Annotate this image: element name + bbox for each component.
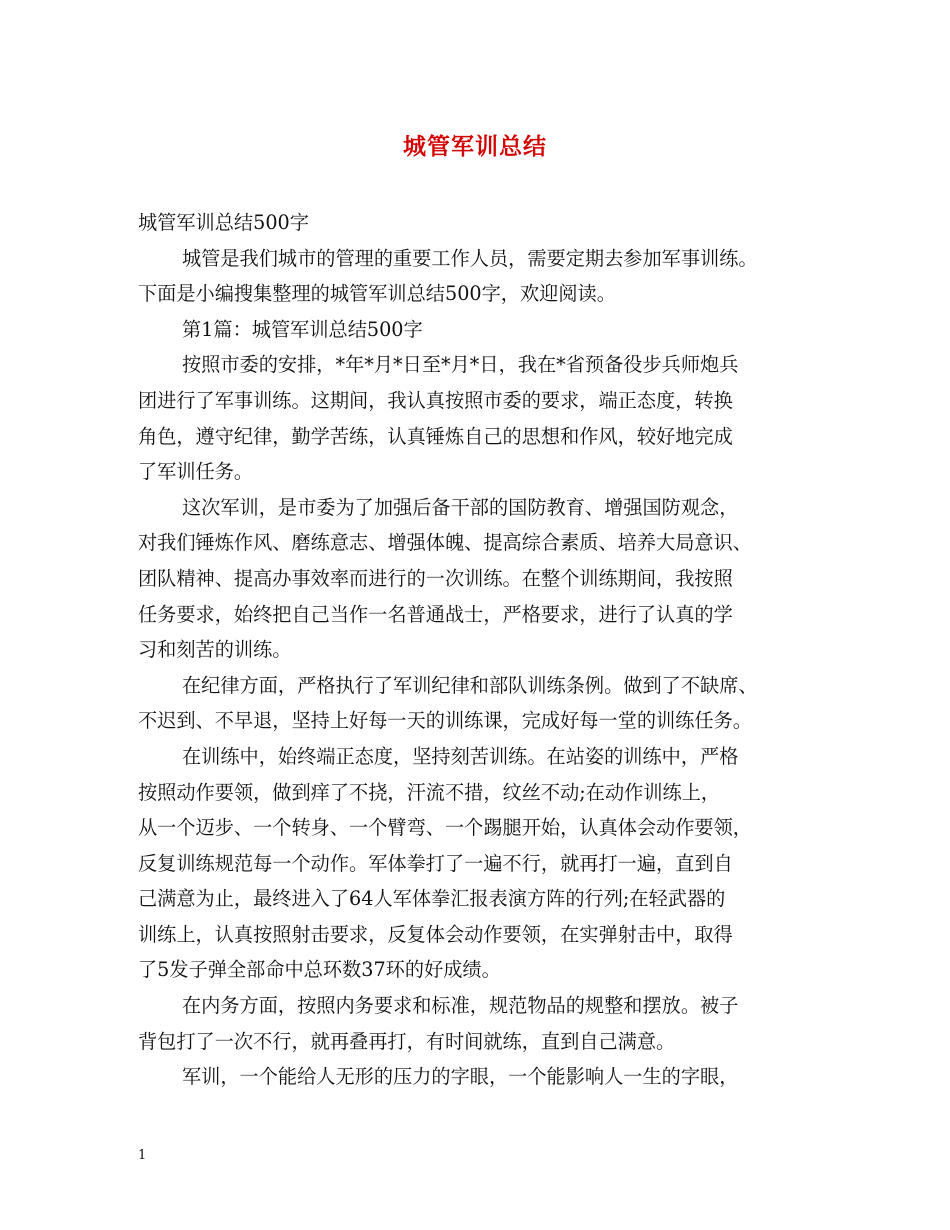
text-line: 下面是小编搜集整理的城管军训总结500字，欢迎阅读。 xyxy=(138,282,616,306)
text-line: 按照市委的安排，*年*月*日至*月*日，我在*省预备役步兵师炮兵 xyxy=(182,353,739,377)
document-title: 城管军训总结 xyxy=(403,133,547,160)
text-line: 城管军训总结500字 xyxy=(138,211,309,234)
text-line: 从一个迈步、一个转身、一个臂弯、一个踢腿开始，认真体会动作要领， xyxy=(138,816,752,840)
page-number: 1 xyxy=(138,1148,147,1163)
text-line: 任务要求，始终把自己当作一名普通战士，严格要求，进行了认真的学 xyxy=(138,602,733,626)
text-line: 了军训任务。 xyxy=(138,460,254,484)
text-line: 训练上，认真按照射击要求，反复体会动作要领，在实弹射击中，取得 xyxy=(138,922,733,946)
text-line: 按照动作要领，做到痒了不挠，汗流不措，纹丝不动;在动作训练上， xyxy=(138,780,721,804)
text-line: 在内务方面，按照内务要求和标准，规范物品的规整和摆放。被子 xyxy=(182,994,739,1018)
text-line: 团队精神、提高办事效率而进行的一次训练。在整个训练期间，我按照 xyxy=(138,566,733,590)
text-line: 团进行了军事训练。这期间，我认真按照市委的要求，端正态度，转换 xyxy=(138,388,733,412)
text-line: 军训，一个能给人无形的压力的字眼，一个能影响人一生的字眼， xyxy=(182,1065,739,1089)
text-line: 背包打了一次不行，就再叠再打，有时间就练，直到自己满意。 xyxy=(138,1029,676,1053)
text-line: 了5发子弹全部命中总环数37环的好成绩。 xyxy=(138,958,501,982)
text-line: 对我们锤炼作风、磨练意志、增强体魄、提高综合素质、培养大局意识、 xyxy=(138,531,752,555)
text-line: 角色，遵守纪律，勤学苦练，认真锤炼自己的思想和作风，较好地完成 xyxy=(138,424,733,448)
text-line: 这次军训，是市委为了加强后备干部的国防教育、增强国防观念， xyxy=(182,495,739,519)
text-line: 第1篇：城管军训总结500字 xyxy=(182,317,423,341)
text-line: 习和刻苦的训练。 xyxy=(138,638,292,662)
text-line: 己满意为止，最终进入了64人军体拳汇报表演方阵的行列;在轻武器的 xyxy=(138,887,726,911)
text-line: 在训练中，始终端正态度，坚持刻苦训练。在站姿的训练中，严格 xyxy=(182,744,739,768)
text-line: 城管是我们城市的管理的重要工作人员，需要定期去参加军事训练。 xyxy=(182,246,758,270)
document-body xyxy=(138,205,828,1095)
text-line: 在纪律方面，严格执行了军训纪律和部队训练条例。做到了不缺席、 xyxy=(182,673,758,697)
text-line: 不迟到、不早退，坚持上好每一天的训练课，完成好每一堂的训练任务。 xyxy=(138,709,752,733)
text-line: 反复训练规范每一个动作。军体拳打了一遍不行，就再打一遍，直到自 xyxy=(138,851,733,875)
